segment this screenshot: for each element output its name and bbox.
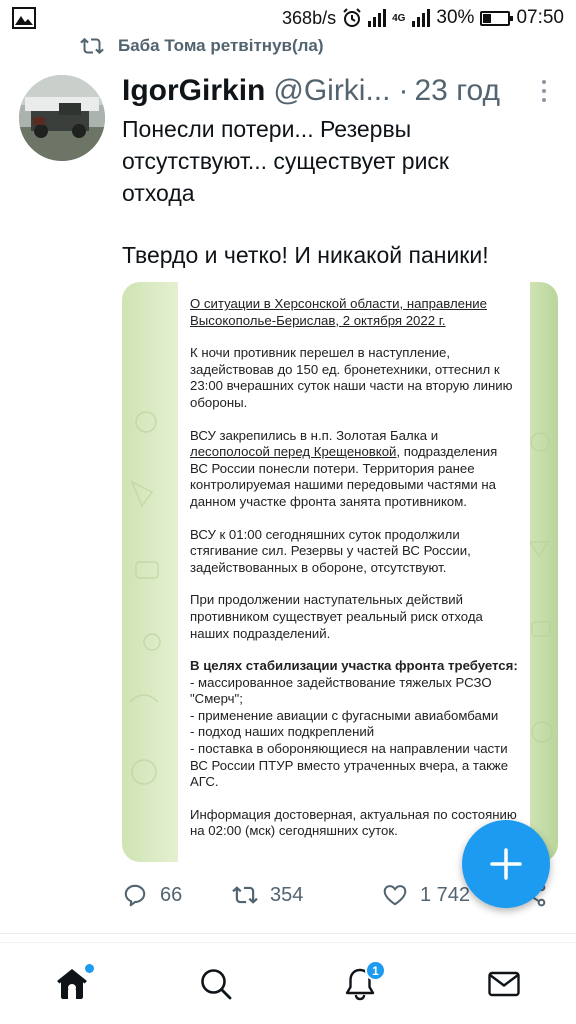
author-handle[interactable]: @Girki... bbox=[273, 74, 391, 107]
compose-tweet-button[interactable] bbox=[462, 820, 550, 908]
doc-list-item: - поставка в обороняющиеся на направлении части ВС России ПТУР вместо утраченных вчера, а также АГС. bbox=[190, 741, 509, 790]
avatar-image bbox=[19, 75, 105, 161]
doc-paragraph: К ночи противник перешел в наступление, задействовав до 150 ед. бронетехники, оттеснил к 23:00 вчерашних суток наши части на вторую линию обороны. bbox=[190, 345, 513, 410]
retweet-label: Баба Тома ретвітнув(ла) bbox=[118, 36, 324, 55]
doc-paragraph bbox=[190, 428, 518, 511]
home-icon bbox=[54, 966, 90, 1002]
tweet-text bbox=[122, 113, 562, 271]
tweet-text-line: Понесли потери... Резервы bbox=[122, 116, 412, 142]
search-icon bbox=[198, 966, 234, 1002]
tweet-header bbox=[122, 70, 562, 112]
mail-icon bbox=[486, 966, 522, 1002]
document-text bbox=[178, 282, 530, 862]
nav-notifications[interactable] bbox=[330, 954, 390, 1014]
retweet-icon bbox=[232, 882, 258, 908]
status-bar-left bbox=[12, 7, 36, 29]
battery-percent: 30% bbox=[436, 7, 475, 28]
retweet-icon bbox=[80, 34, 104, 58]
avatar[interactable] bbox=[19, 75, 105, 161]
doc-text-span: ВСУ закрепились в н.п. Золотая Балка и bbox=[190, 427, 439, 443]
net-type: 4G bbox=[392, 12, 406, 24]
divider bbox=[0, 933, 576, 934]
author-name[interactable]: IgorGirkin bbox=[122, 74, 266, 107]
like-icon bbox=[382, 882, 408, 908]
alarm-icon bbox=[342, 8, 362, 28]
tweet-image[interactable] bbox=[122, 282, 558, 862]
like-count: 1 742 bbox=[420, 883, 471, 906]
compose-icon bbox=[489, 847, 523, 881]
home-unread-dot bbox=[85, 964, 94, 973]
doc-paragraph: При продолжении наступательных действий противником существует реальный риск отхода наших подразделений. bbox=[190, 592, 483, 641]
doc-heading-line: Высокополье-Берислав, 2 октября 2022 г. bbox=[190, 312, 446, 328]
doc-list-item: - применение авиации с фугасными авиабомбами bbox=[190, 707, 499, 723]
nav-home[interactable] bbox=[42, 954, 102, 1014]
doc-list-title: В целях стабилизации участка фронта требуется: bbox=[190, 658, 518, 674]
doc-list bbox=[190, 658, 518, 791]
doc-underlined-span: лесополосой перед Крещеновкой bbox=[190, 444, 397, 460]
more-vertical-icon[interactable] bbox=[542, 80, 548, 102]
battery-icon bbox=[480, 11, 510, 26]
reply-icon bbox=[122, 882, 148, 908]
notification-badge: 1 bbox=[365, 960, 386, 981]
gallery-icon bbox=[12, 7, 36, 29]
bottom-navigation bbox=[0, 944, 576, 1024]
divider bbox=[0, 942, 576, 943]
tweet-text-line: отхода bbox=[122, 180, 195, 206]
tweet-text-line: Твердо и четко! И никакой паники! bbox=[122, 242, 489, 268]
net-speed: 368b/s bbox=[282, 7, 337, 28]
doc-text-span: , подразделения ВС России понесли потери. Территория ранее контролируемая нашими передовыми частями на данном участке фронта занята противником. bbox=[190, 444, 498, 509]
separator-dot: · bbox=[398, 74, 409, 107]
tweet-text-line: отсутствуют... существует риск bbox=[122, 148, 449, 174]
doc-paragraph: ВСУ к 01:00 сегодняшних суток продолжили стягивание сил. Резервы у частей ВС России, задействованных в обороне, отсутствуют. bbox=[190, 526, 471, 575]
signal-icon bbox=[368, 9, 386, 27]
doc-list-item: - подход наших подкреплений bbox=[190, 724, 375, 740]
retweet-button[interactable] bbox=[232, 882, 382, 908]
signal-icon-2 bbox=[412, 9, 430, 27]
retweet-header[interactable] bbox=[80, 34, 324, 58]
clock: 07:50 bbox=[516, 7, 564, 28]
status-bar bbox=[0, 0, 576, 36]
doc-list-item: - массированное задействование тяжелых РСЗО "Смерч"; bbox=[190, 674, 492, 707]
reply-count: 66 bbox=[160, 883, 183, 906]
nav-search[interactable] bbox=[186, 954, 246, 1014]
doc-paragraph: Информация достоверная, актуальная по состоянию на 02:00 (мск) сегодняшних суток. bbox=[190, 806, 517, 839]
doc-heading-line: О ситуации в Херсонской области, направление bbox=[190, 296, 487, 311]
retweet-count: 354 bbox=[270, 883, 304, 906]
tweet-time[interactable]: 23 год bbox=[414, 74, 501, 107]
status-bar-right bbox=[282, 7, 564, 29]
nav-messages[interactable] bbox=[474, 954, 534, 1014]
reply-button[interactable] bbox=[122, 882, 232, 908]
